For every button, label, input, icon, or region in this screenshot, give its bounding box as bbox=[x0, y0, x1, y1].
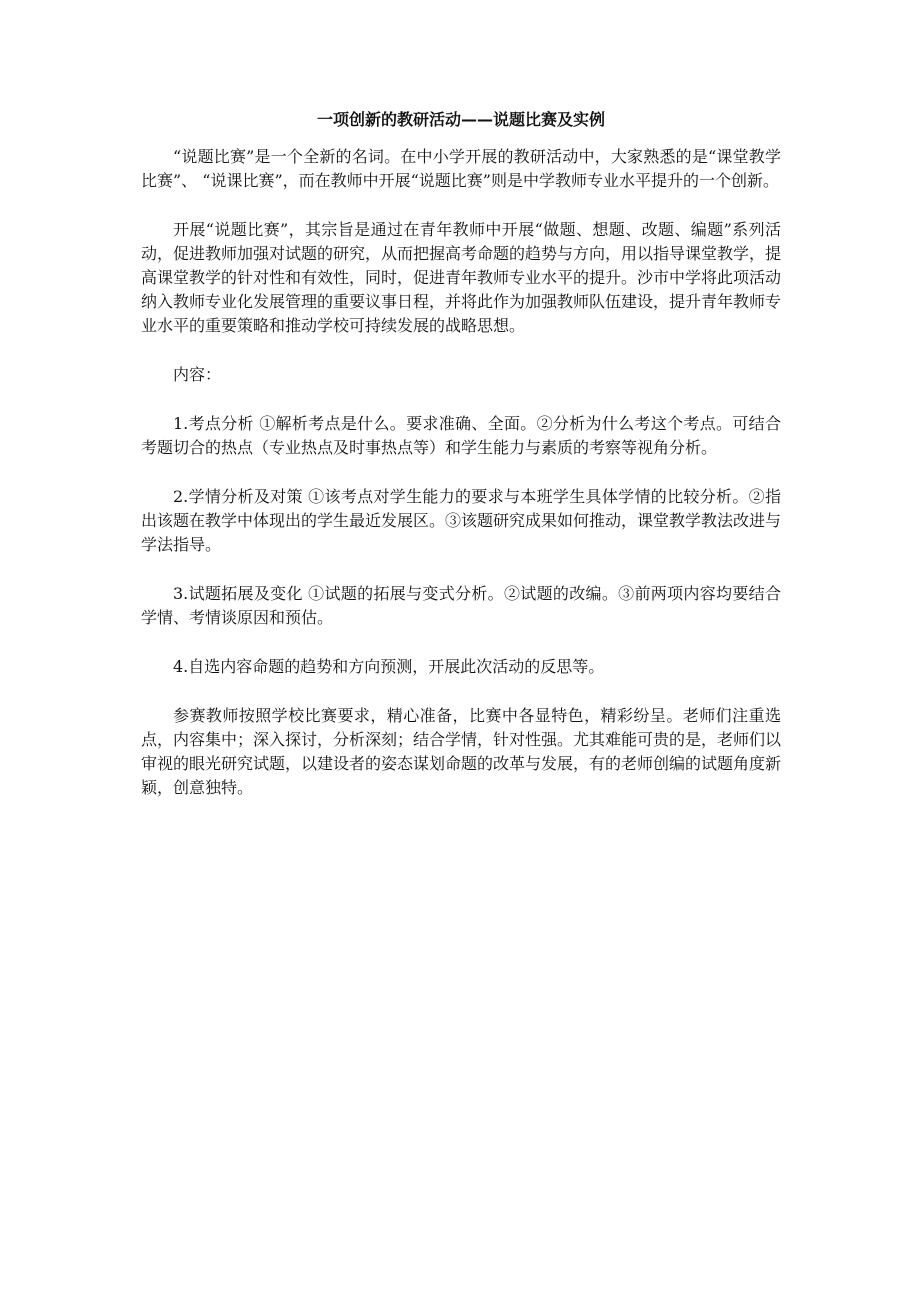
paragraph-item-2: 2.学情分析及对策 ①该考点对学生能力的要求与本班学生具体学情的比较分析。②指出该题在教学中体现出的学生最近发展区。③该题研究成果如何推动，课堂教学教法改进与学法指导。 bbox=[141, 487, 782, 554]
paragraph-content-heading: 内容： bbox=[173, 365, 222, 384]
paragraph-intro: “说题比赛”是一个全新的名词。在中小学开展的教研活动中，大家熟悉的是“课堂教学比赛”、 “说课比赛”，而在教师中开展“说题比赛”则是中学教师专业水平提升的一个创新。 bbox=[141, 147, 781, 190]
paragraph-conclusion: 参赛教师按照学校比赛要求，精心准备，比赛中各显特色，精彩纷呈。老师们注重选点，内容集中；深入探讨，分析深刻；结合学情，针对性强。尤其难能可贵的是，老师们以审视的眼光研究试题，以建设者的姿态谋划命题的改革与发展，有的老师创编的试题角度新颖，创意独特。 bbox=[141, 706, 782, 797]
paragraph-item-3: 3.试题拓展及变化 ①试题的拓展与变式分析。②试题的改编。③前两项内容均要结合学情、考情谈原因和预估。 bbox=[141, 584, 781, 627]
paragraph-item-4: 4.自选内容命题的趋势和方向预测，开展此次活动的反思等。 bbox=[173, 657, 605, 676]
document-title: 一项创新的教研活动——说题比赛及实例 bbox=[316, 110, 605, 129]
document-page bbox=[141, 108, 781, 825]
paragraph-purpose: 开展“说题比赛”，其宗旨是通过在青年教师中开展“做题、想题、改题、编题”系列活动，促进教师加强对试题的研究，从而把握高考命题的趋势与方向，用以指导课堂教学，提高课堂教学的针对性和有效性，同时，促进青年教师专业水平的提升。沙市中学将此项活动纳入教师专业化发展管理的重要议事日程，并将此作为加强教师队伍建设，提升青年教师专业水平的重要策略和推动学校可持续发展的战略思想。 bbox=[141, 220, 782, 335]
paragraph-item-1: 1.考点分析 ①解析考点是什么。要求准确、全面。②分析为什么考这个考点。可结合考题切合的热点（专业热点及时事热点等）和学生能力与素质的考察等视角分析。 bbox=[141, 414, 781, 457]
